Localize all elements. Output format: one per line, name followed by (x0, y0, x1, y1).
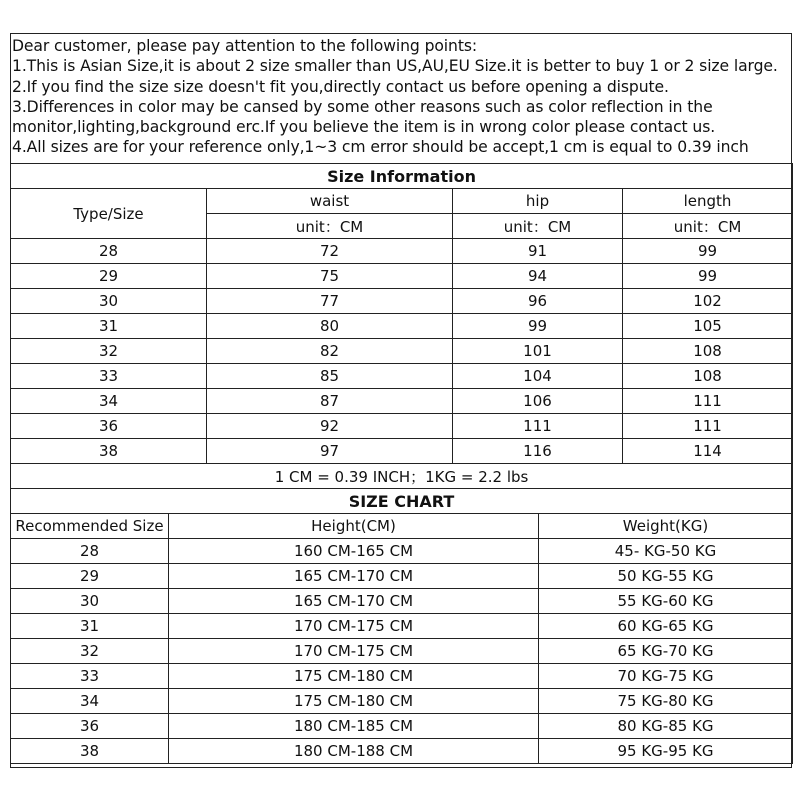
column-header-hip: hip (453, 189, 623, 214)
table-cell: 96 (453, 289, 623, 314)
table-cell: 87 (207, 389, 453, 414)
recommended-size-header: Recommended Size (11, 514, 169, 539)
table-cell: 160 CM-165 CM (169, 539, 539, 564)
table-row (11, 564, 793, 589)
table-cell: 30 (11, 589, 169, 614)
table-cell: 31 (11, 314, 207, 339)
table-cell: 32 (11, 339, 207, 364)
table-cell: 30 (11, 289, 207, 314)
table-cell: 97 (207, 439, 453, 464)
table-cell: 106 (453, 389, 623, 414)
table-cell: 105 (623, 314, 793, 339)
column-header-waist: waist (207, 189, 453, 214)
table-cell: 75 KG-80 KG (539, 689, 793, 714)
table-cell: 34 (11, 689, 169, 714)
table-cell: 80 KG-85 KG (539, 714, 793, 739)
table-row (11, 239, 793, 264)
table-cell: 108 (623, 364, 793, 389)
table-cell: 45- KG-50 KG (539, 539, 793, 564)
table-cell: 165 CM-170 CM (169, 589, 539, 614)
table-row (11, 639, 793, 664)
table-cell: 55 KG-60 KG (539, 589, 793, 614)
table-cell: 114 (623, 439, 793, 464)
table-cell: 180 CM-185 CM (169, 714, 539, 739)
notice-line: 2.If you find the size size doesn't fit you,directly contact us before opening a dispute. (12, 77, 669, 96)
table-cell: 82 (207, 339, 453, 364)
table-cell: 36 (11, 714, 169, 739)
table-cell: 31 (11, 614, 169, 639)
table-cell: 33 (11, 364, 207, 389)
table-cell: 175 CM-180 CM (169, 689, 539, 714)
table-cell: 72 (207, 239, 453, 264)
notice-line: monitor,lighting,background erc.If you believe the item is in wrong color please contact us. (12, 118, 716, 137)
table-cell: 116 (453, 439, 623, 464)
notice-line: 1.This is Asian Size,it is about 2 size smaller than US,AU,EU Size.it is better to buy 1 or 2 size large. (12, 57, 778, 76)
customer-notice (12, 36, 792, 158)
size-information-table (10, 163, 793, 489)
table-row (11, 614, 793, 639)
table-cell: 175 CM-180 CM (169, 664, 539, 689)
table-cell: 102 (623, 289, 793, 314)
table-cell: 38 (11, 439, 207, 464)
table-cell: 111 (453, 414, 623, 439)
notice-line: Dear customer, please pay attention to the following points: (12, 37, 478, 55)
table-cell: 94 (453, 264, 623, 289)
table-cell: 111 (623, 414, 793, 439)
table-cell: 95 KG-95 KG (539, 739, 793, 764)
table-row (11, 739, 793, 764)
table-cell: 85 (207, 364, 453, 389)
table-cell: 108 (623, 339, 793, 364)
table-cell: 99 (623, 239, 793, 264)
table-cell: 77 (207, 289, 453, 314)
table-row (11, 264, 793, 289)
table-cell: 104 (453, 364, 623, 389)
table-cell: 75 (207, 264, 453, 289)
table-row (11, 589, 793, 614)
table-cell: 60 KG-65 KG (539, 614, 793, 639)
column-header-length: length (623, 189, 793, 214)
table-cell: 70 KG-75 KG (539, 664, 793, 689)
table-row (11, 314, 793, 339)
table-cell: 80 (207, 314, 453, 339)
table-row (11, 689, 793, 714)
notice-line: 3.Differences in color may be cansed by some other reasons such as color reflection in the (12, 97, 713, 116)
table-row (11, 664, 793, 689)
table-row (11, 714, 793, 739)
table-cell: 32 (11, 639, 169, 664)
table-cell: 170 CM-175 CM (169, 639, 539, 664)
table-cell: 99 (623, 264, 793, 289)
table-row (11, 389, 793, 414)
unit-label: unit：CM (623, 214, 793, 239)
weight-header: Weight(KG) (539, 514, 793, 539)
table-cell: 180 CM-188 CM (169, 739, 539, 764)
type-size-header: Type/Size (11, 189, 207, 239)
size-information-title: Size Information (11, 164, 793, 189)
table-cell: 28 (11, 539, 169, 564)
table-cell: 36 (11, 414, 207, 439)
table-cell: 101 (453, 339, 623, 364)
table-cell: 38 (11, 739, 169, 764)
table-cell: 33 (11, 664, 169, 689)
table-cell: 92 (207, 414, 453, 439)
table-cell: 65 KG-70 KG (539, 639, 793, 664)
table-cell: 29 (11, 264, 207, 289)
table-cell: 165 CM-170 CM (169, 564, 539, 589)
size-chart-title: SIZE CHART (11, 489, 793, 514)
height-header: Height(CM) (169, 514, 539, 539)
table-row (11, 339, 793, 364)
table-row (11, 289, 793, 314)
table-cell: 29 (11, 564, 169, 589)
table-row (11, 439, 793, 464)
table-cell: 28 (11, 239, 207, 264)
size-chart-table (10, 488, 793, 764)
table-row (11, 539, 793, 564)
unit-label: unit：CM (207, 214, 453, 239)
table-row (11, 414, 793, 439)
table-cell: 50 KG-55 KG (539, 564, 793, 589)
conversion-note: 1 CM = 0.39 INCH；1KG = 2.2 lbs (11, 464, 793, 489)
table-cell: 91 (453, 239, 623, 264)
table-cell: 34 (11, 389, 207, 414)
table-cell: 99 (453, 314, 623, 339)
notice-line: 4.All sizes are for your reference only,1~3 cm error should be accept,1 cm is equal to 0.39 inch (12, 138, 749, 157)
table-cell: 170 CM-175 CM (169, 614, 539, 639)
table-cell: 111 (623, 389, 793, 414)
unit-label: unit：CM (453, 214, 623, 239)
table-row (11, 364, 793, 389)
